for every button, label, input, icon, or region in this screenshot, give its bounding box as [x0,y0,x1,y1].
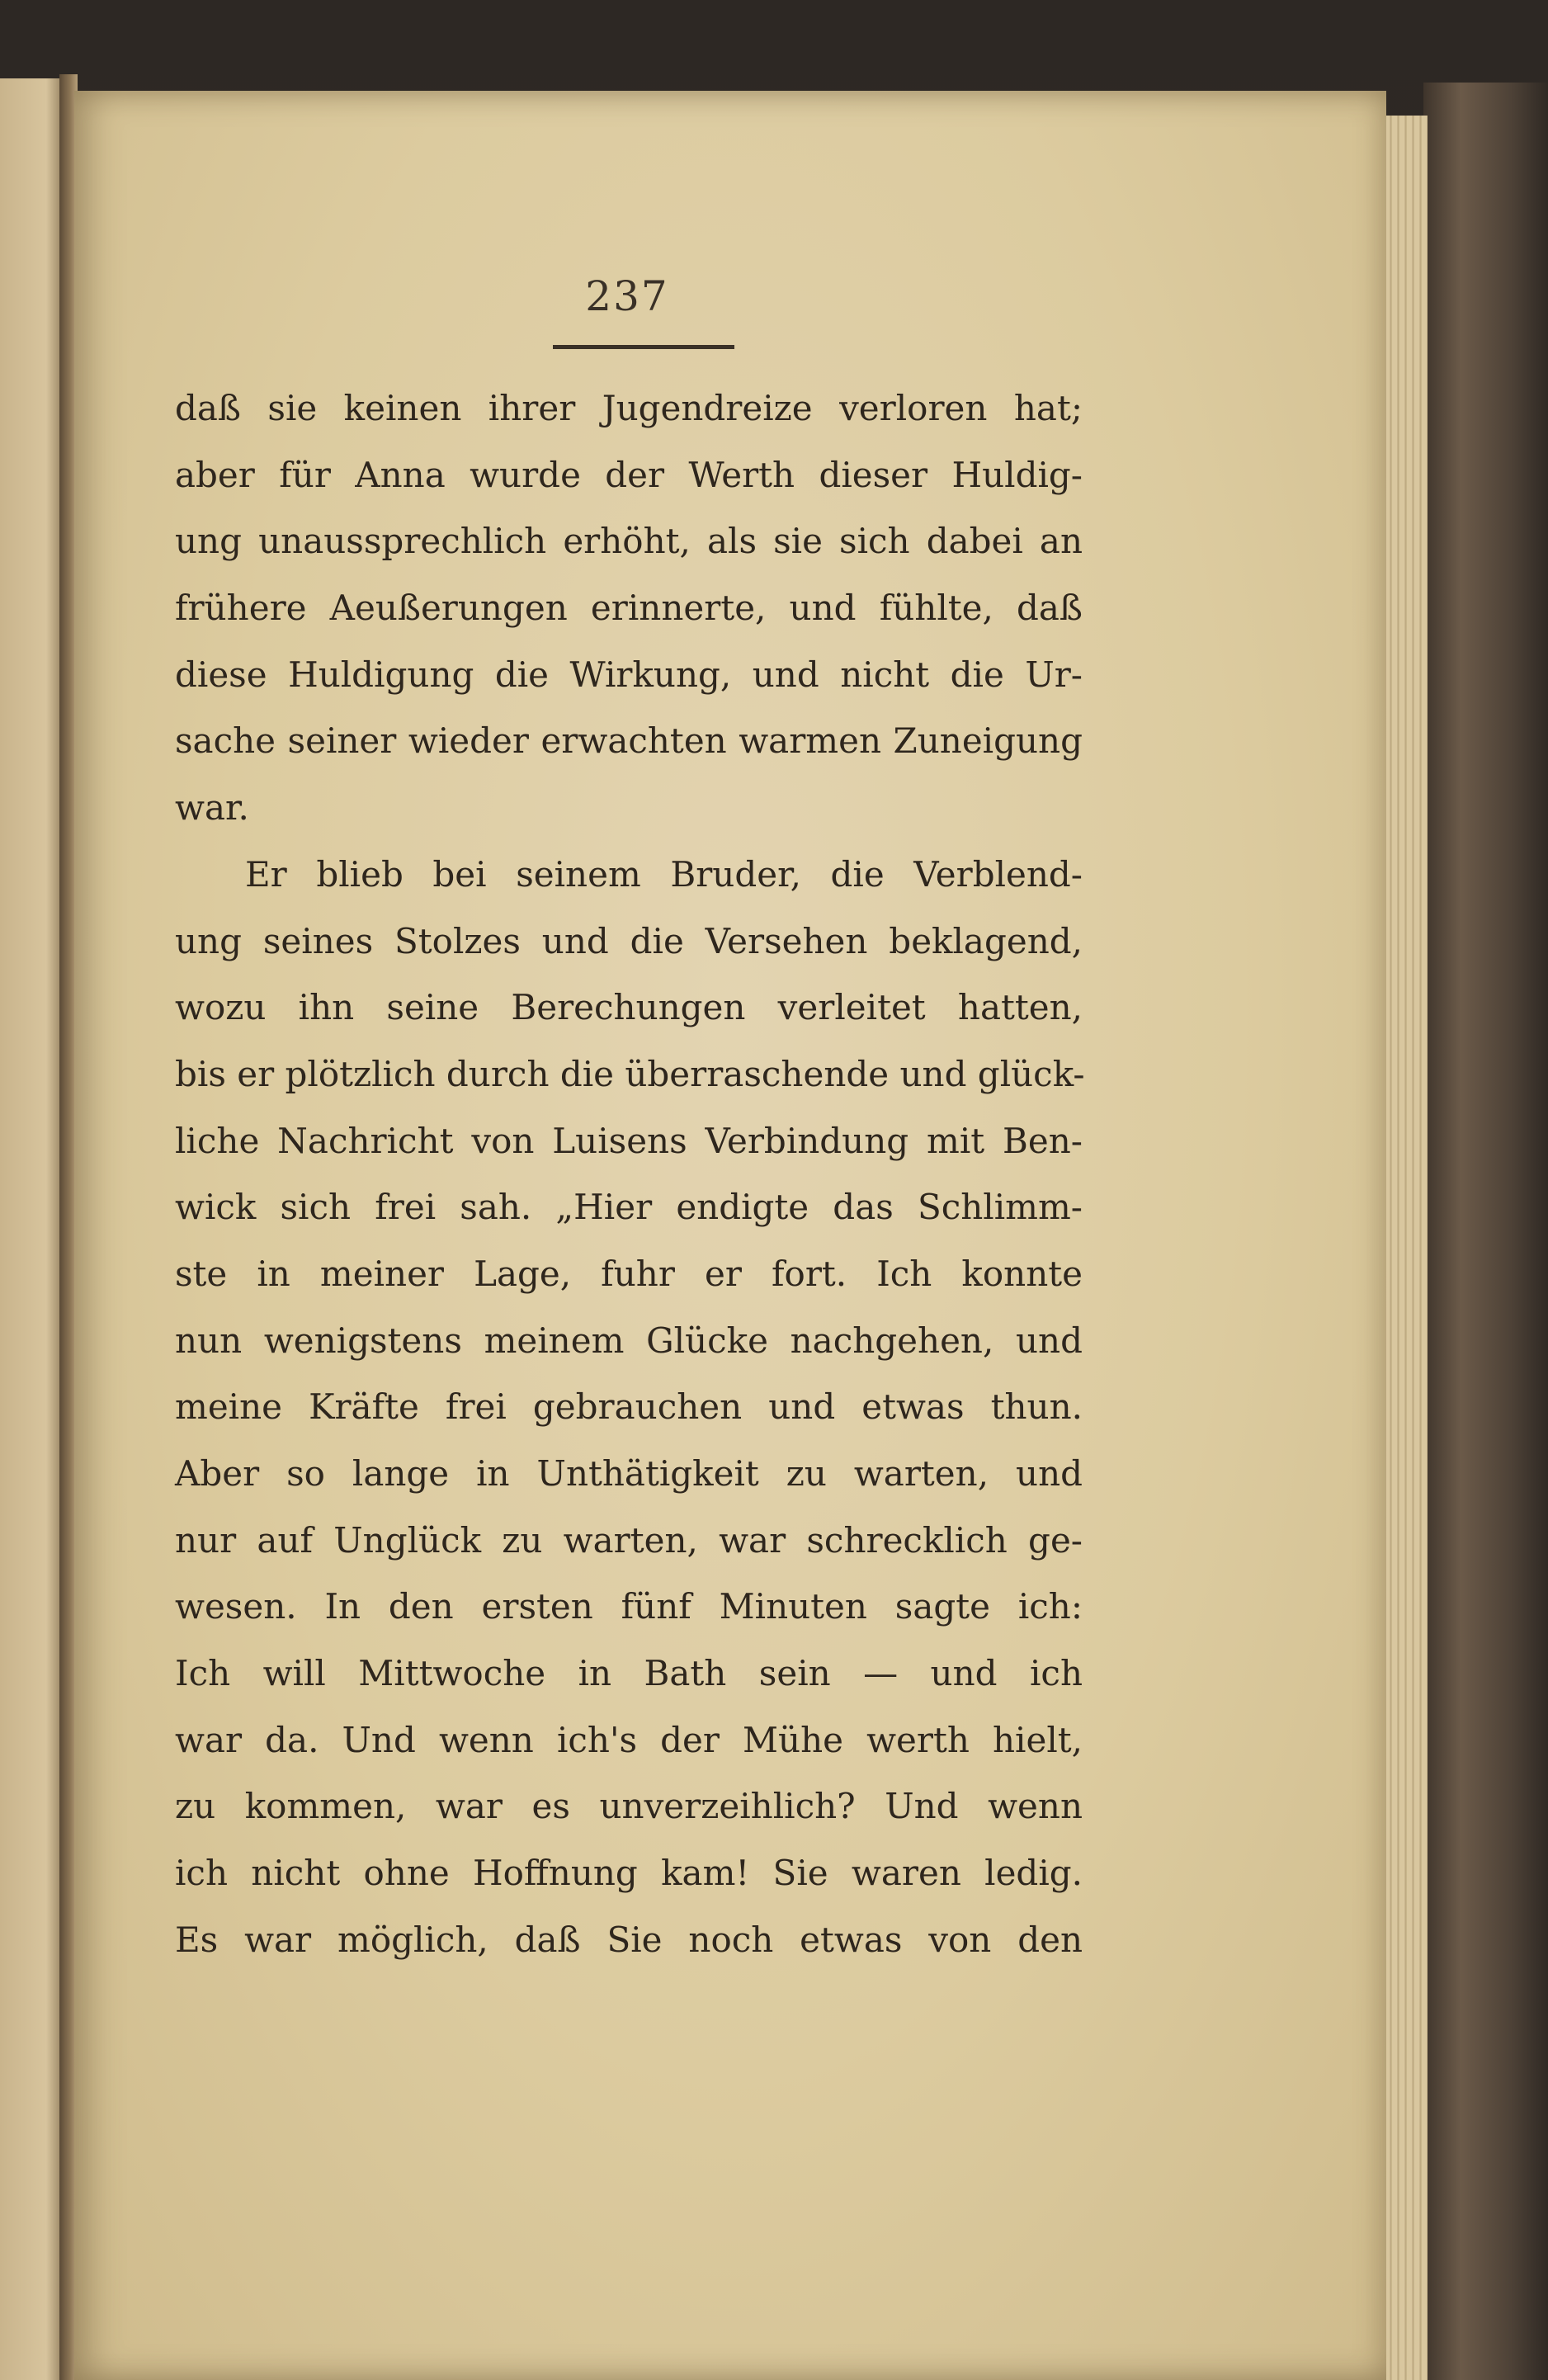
text-line: Aber so lange in Unthätigkeit zu warten, und [175,1453,1083,1494]
book-cover-edge [1423,83,1548,2380]
text-line: nur auf Unglück zu warten, war schrecklich ge- [175,1519,1083,1561]
text-line: aber für Anna wurde der Werth dieser Huldig- [175,454,1083,495]
text-line: war. [175,787,249,829]
text-line: diese Huldigung die Wirkung, und nicht die Ur- [175,654,1083,695]
header-rule [553,345,734,349]
text-line: meine Kräfte frei gebrauchen und etwas thun. [175,1386,1083,1428]
text-line: wick sich frei sah. „Hier endigte das Schlimm- [175,1187,1083,1228]
text-line: zu kommen, war es unverzeihlich? Und wenn [175,1786,1083,1827]
text-line: ste in meiner Lage, fuhr er fort. Ich konnte [175,1253,1083,1294]
text-line: ung unaussprechlich erhöht, als sie sich dabei an [175,521,1083,562]
text-line: bis er plötzlich durch die überraschende und glück- [175,1053,1085,1094]
facing-page-edge [0,78,66,2380]
text-line: daß sie keinen ihrer Jugendreize verloren hat; [175,388,1083,428]
text-line: liche Nachricht von Luisens Verbindung mit Ben- [175,1120,1083,1161]
text-line: frühere Aeußerungen erinnerte, und fühlte, daß [175,588,1083,629]
text-line: Ich will Mittwoche in Bath sein — und ich [175,1653,1083,1694]
text-line: Er blieb bei seinem Bruder, die Verblend- [245,853,1083,895]
text-line: nun wenigstens meinem Glücke nachgehen, und [175,1320,1083,1361]
body-text [175,375,1083,1974]
text-line: wozu ihn seine Berechungen verleitet hatten, [175,987,1083,1028]
text-line: ung seines Stolzes und die Versehen beklagend, [175,920,1083,961]
text-line: Es war möglich, daß Sie noch etwas von den [175,1919,1083,1960]
text-line: sache seiner wieder erwachten warmen Zuneigung [175,720,1083,762]
page-number: 237 [585,272,669,320]
text-line: war da. Und wenn ich's der Mühe werth hielt, [175,1719,1083,1760]
text-line: ich nicht ohne Hoffnung kam! Sie waren ledig. [175,1853,1083,1894]
text-line: wesen. In den ersten fünf Minuten sagte ich: [175,1586,1083,1627]
